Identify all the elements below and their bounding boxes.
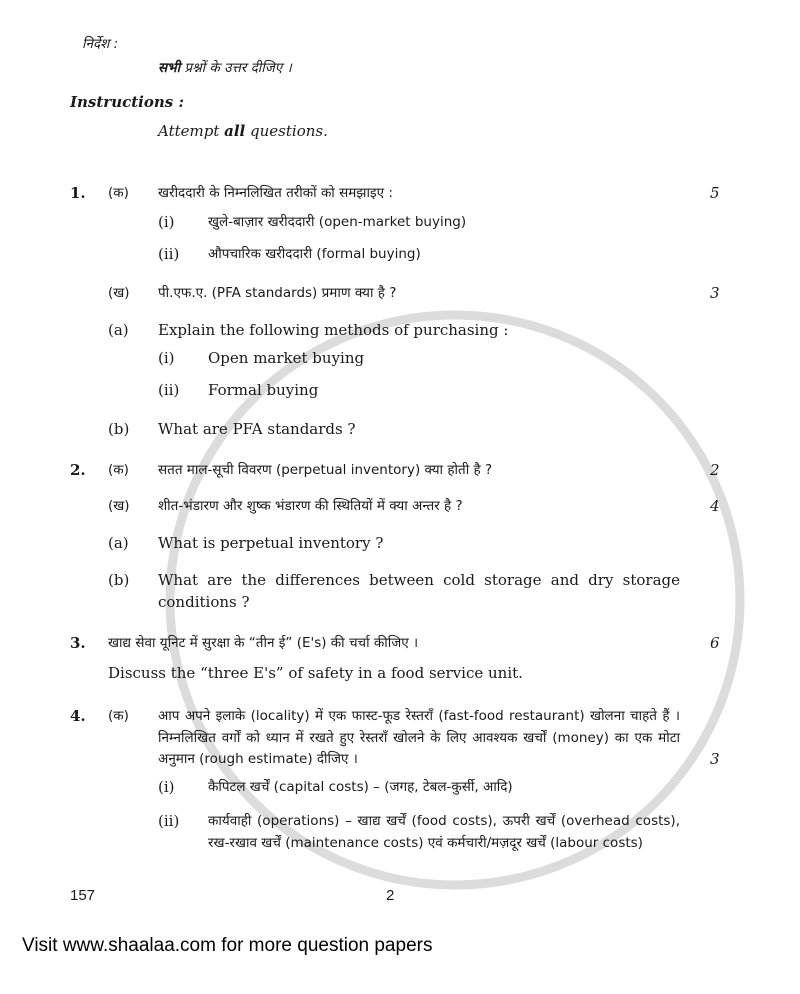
q4-ka-marks: 3	[710, 750, 720, 768]
hindi-bold: सभी	[158, 60, 181, 76]
q3-row	[70, 633, 800, 653]
q1-a-i-row	[70, 348, 800, 368]
q1-ka-i-row	[70, 212, 800, 232]
q1-a-label: (a)	[108, 321, 129, 339]
q4-i-label: (i)	[158, 777, 175, 796]
q1-ka-marks: 5	[710, 184, 720, 202]
q1-a-row	[70, 320, 800, 340]
q3-english-row	[70, 663, 800, 683]
hindi-label-text: निर्देश :	[82, 36, 119, 52]
attempt-bold: all	[224, 122, 246, 140]
q4-ii-text: कार्यवाही (operations) – खाद्य खर्चें (food costs), ऊपरी खर्चें (overhead costs), रख-रखाव खर्चें (maintenance costs) एवं कर्मचारी/मज़दूर खर्चें (labour costs)	[208, 812, 680, 851]
visit-link-text: Visit www.shaalaa.com for more question papers	[22, 934, 433, 956]
q1-ka-ii-row	[70, 244, 800, 264]
q2-a-row	[70, 533, 800, 553]
q1-ka-label: (क)	[108, 185, 129, 201]
q4-ka-row	[70, 706, 800, 771]
q2-ka-text: सतत माल-सूची विवरण (perpetual inventory) क्या होती है ?	[158, 462, 493, 478]
q2-ka-marks: 2	[710, 461, 720, 479]
q4-ii-row	[70, 810, 800, 854]
q1-kha-label: (ख)	[108, 285, 130, 301]
q2-number: 2.	[70, 461, 86, 479]
q3-hindi-text: खाद्य सेवा यूनिट में सुरक्षा के “तीन ई” (E's) की चर्चा कीजिए ।	[108, 635, 419, 651]
q1-kha-row	[70, 283, 800, 303]
q1-a-i-label: (i)	[158, 349, 175, 367]
page-footer	[70, 886, 800, 906]
q1-a-ii-row	[70, 380, 800, 400]
q1-a-text: Explain the following methods of purchasing :	[158, 321, 509, 339]
hindi-instruction	[70, 58, 800, 78]
hindi-rest: प्रश्नों के उत्तर दीजिए ।	[184, 60, 292, 76]
q3-number: 3.	[70, 634, 86, 652]
instructions-label	[70, 92, 800, 112]
hindi-instructions-label	[82, 34, 800, 54]
q2-b-row	[70, 569, 800, 613]
q2-b-text: What are the differences between cold storage and dry storage conditions ?	[158, 571, 680, 611]
q2-kha-label: (ख)	[108, 498, 130, 514]
q1-kha-marks: 3	[710, 284, 720, 302]
q1-b-label: (b)	[108, 420, 130, 438]
q2-kha-row	[70, 496, 800, 516]
paper-code: 157	[70, 886, 96, 904]
q1-ka-i-text: खुले-बाज़ार खरीददारी (open-market buying)	[208, 214, 467, 230]
q4-i-text: कैपिटल खर्चें (capital costs) – (जगह, टेबल-कुर्सी, आदि)	[208, 778, 513, 795]
instruction-text	[70, 121, 800, 141]
q3-marks: 6	[710, 634, 720, 652]
q1-ka-row	[70, 183, 800, 203]
instructions-label-text: Instructions :	[70, 93, 184, 111]
q1-b-text: What are PFA standards ?	[158, 420, 356, 438]
q2-ka-row	[70, 460, 800, 480]
q2-b-label: (b)	[108, 571, 130, 589]
q1-ka-i-label: (i)	[158, 213, 175, 231]
q4-ka-label: (क)	[108, 708, 129, 724]
q3-english-text: Discuss the “three E's” of safety in a food service unit.	[108, 664, 523, 682]
attempt-post: questions.	[250, 122, 328, 140]
q2-ka-label: (क)	[108, 462, 129, 478]
page-number: 2	[386, 886, 395, 904]
q1-a-i-text: Open market buying	[208, 349, 365, 367]
q2-kha-marks: 4	[710, 497, 720, 515]
q1-number: 1.	[70, 184, 86, 202]
attempt-pre: Attempt	[158, 122, 220, 140]
q4-number: 4.	[70, 707, 86, 725]
q1-ka-ii-text: औपचारिक खरीददारी (formal buying)	[208, 246, 421, 262]
q1-kha-text: पी.एफ.ए. (PFA standards) प्रमाण क्या है ?	[158, 285, 397, 301]
q1-ka-text: खरीददारी के निम्नलिखित तरीकों को समझाइए :	[158, 185, 393, 201]
q4-ii-label: (ii)	[158, 811, 180, 830]
q1-ka-ii-label: (ii)	[158, 245, 180, 263]
q1-a-ii-label: (ii)	[158, 381, 180, 399]
q4-ka-text: आप अपने इलाके (locality) में एक फास्ट-फूड रेस्तराँ (fast-food restaurant) खोलना चाहते हैं । निम्नलिखित वर्गों को ध्यान में रखते हुए रेस्तराँ खोलने के लिए आवश्यक खर्चों (money) का एक मोटा अनुमान (rough estimate) दीजिए ।	[158, 708, 680, 767]
q1-a-ii-text: Formal buying	[208, 381, 319, 399]
q2-a-text: What is perpetual inventory ?	[158, 534, 384, 552]
q2-kha-text: शीत-भंडारण और शुष्क भंडारण की स्थितियों में क्या अन्तर है ?	[158, 498, 463, 514]
q1-b-row	[70, 419, 800, 439]
q2-a-label: (a)	[108, 534, 129, 552]
q4-i-row	[70, 777, 800, 797]
